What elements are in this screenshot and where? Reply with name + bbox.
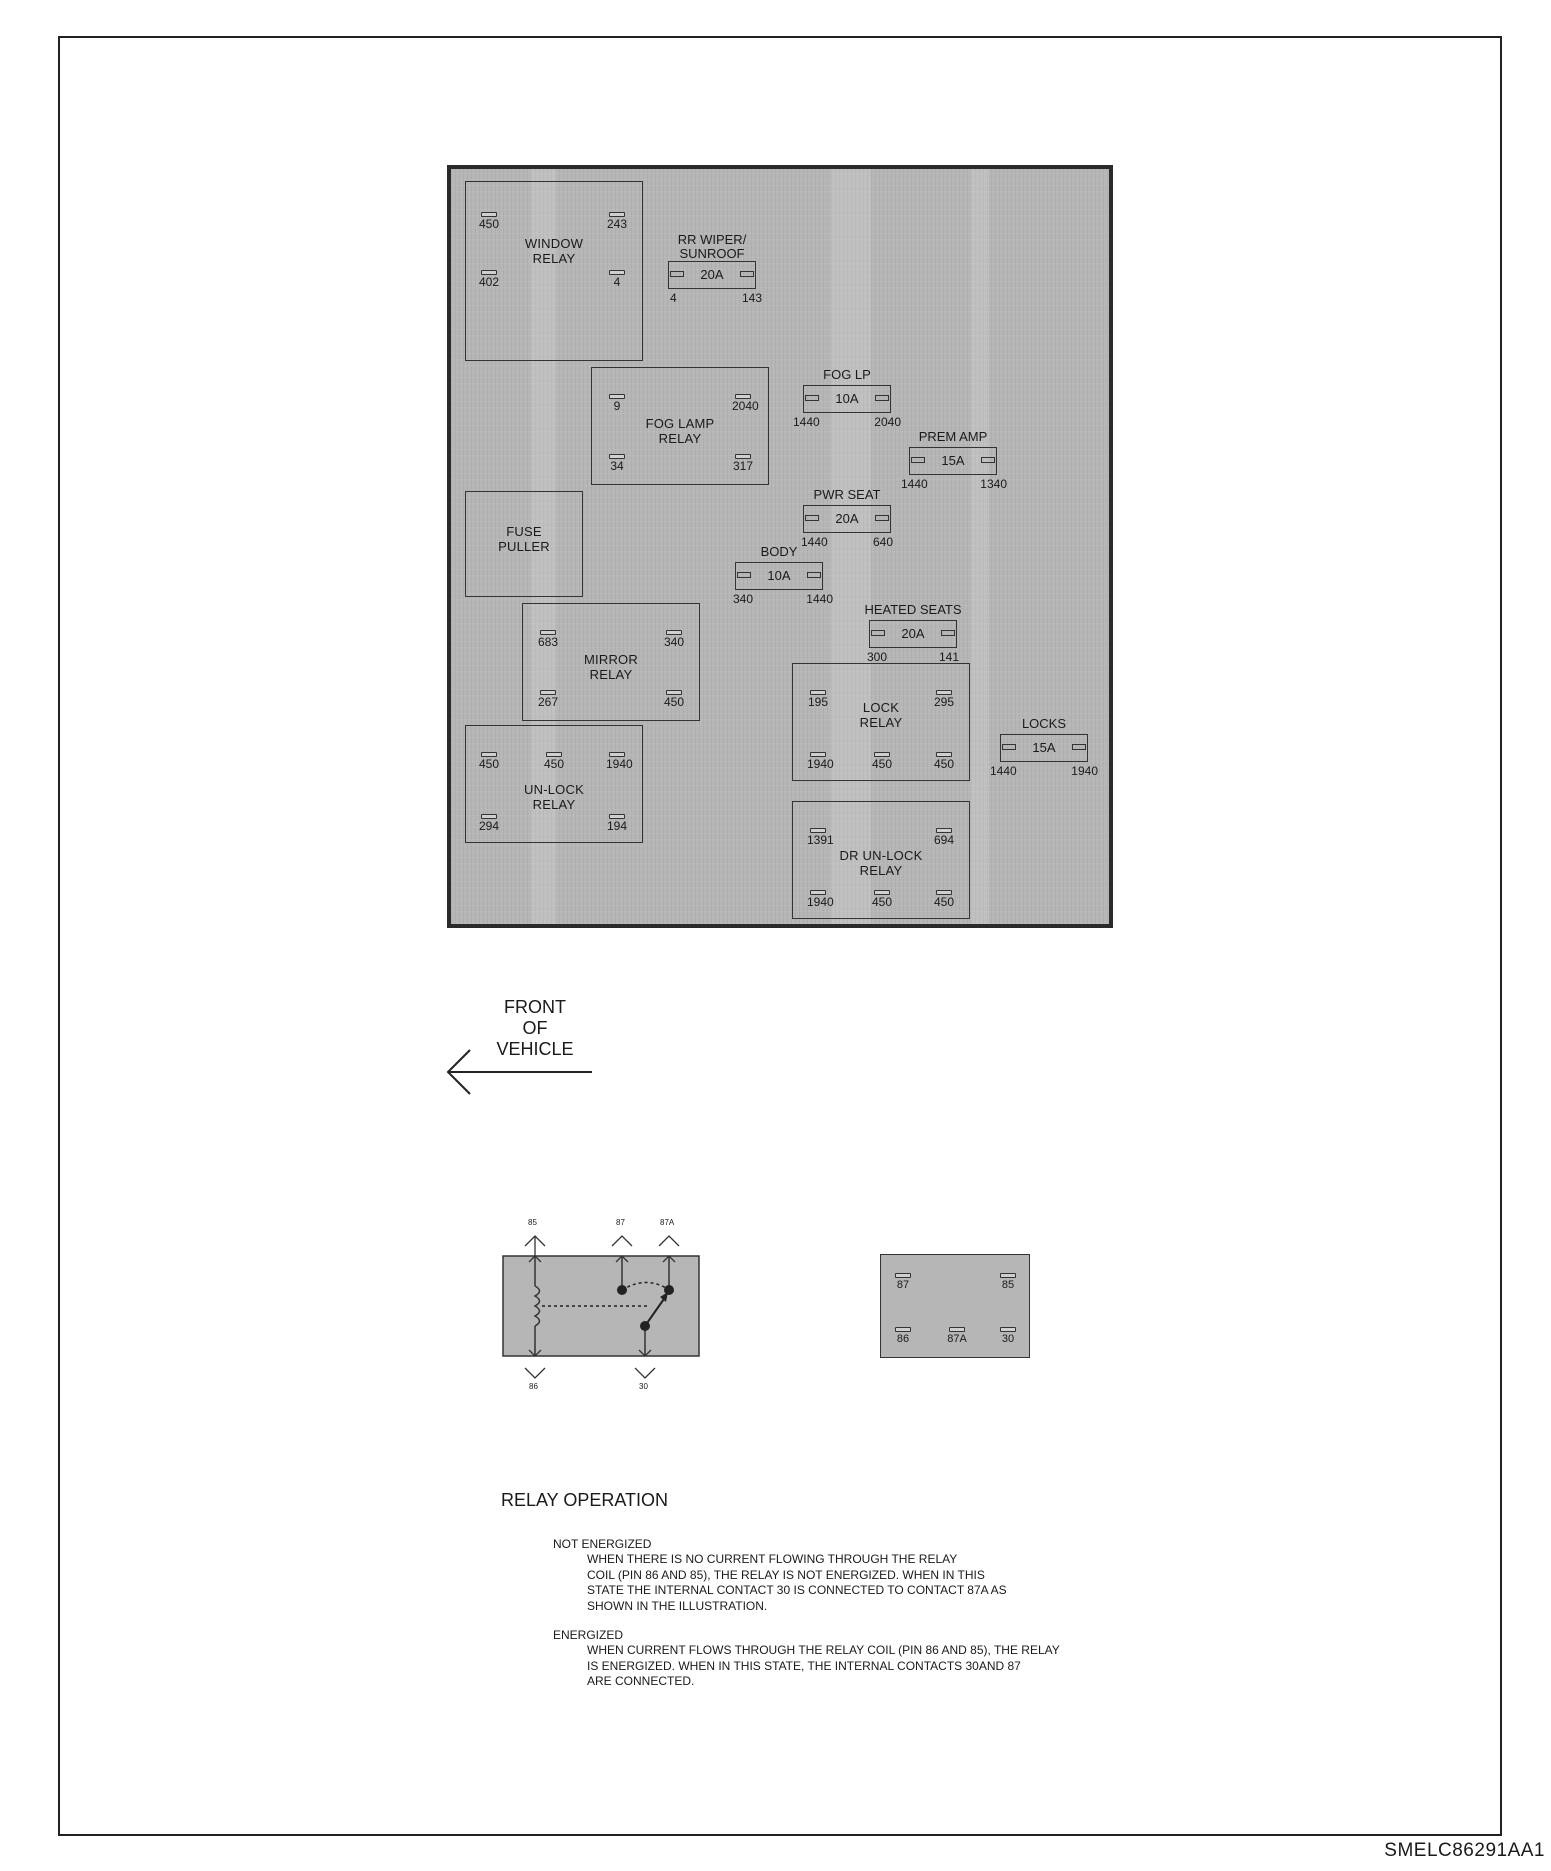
- pinout-pin-86: 86: [892, 1327, 914, 1346]
- mirror-relay: [522, 603, 700, 721]
- schem-pin-30: 30: [639, 1382, 648, 1391]
- relay-pin: 34: [606, 454, 628, 473]
- pinout-pin-85: 85: [997, 1273, 1019, 1292]
- relay-pin: 267: [537, 690, 559, 709]
- pinout-pin-30: 30: [997, 1327, 1019, 1346]
- relay-label: UN-LOCK RELAY: [524, 782, 584, 812]
- relay-pin: 1940: [807, 752, 829, 771]
- fuse-rating: 20A: [869, 620, 957, 648]
- fuse-rating: 20A: [803, 505, 891, 533]
- window-relay: [465, 181, 643, 361]
- lock-relay: [792, 663, 970, 781]
- relay-pin: 4: [606, 270, 628, 289]
- not-energized-text: WHEN THERE IS NO CURRENT FLOWING THROUGH THE RELAY COIL (PIN 86 AND 85), THE RELAY IS NOT ENERGIZED. WHEN IN THIS STATE THE INTERNAL CONTACT 30 IS CONNECTED TO CONTACT 87A AS SHOWN IN THE ILLUSTRATION.: [587, 1552, 1007, 1613]
- fuse-rating: 20A: [668, 261, 756, 289]
- fuse-pin: 143: [741, 291, 762, 305]
- fuse-pwr-seat: [801, 487, 893, 549]
- fog-lamp-relay: [591, 367, 769, 485]
- relay-pin: 2040: [732, 394, 754, 413]
- fuse-prem-amp: [901, 429, 1007, 491]
- relay-pin: 195: [807, 690, 829, 709]
- relay-pin: 450: [871, 752, 893, 771]
- fuse-pin: 1940: [1071, 764, 1098, 778]
- fuse-rating: 15A: [1000, 734, 1088, 762]
- schem-pin-86: 86: [529, 1382, 538, 1391]
- fuse-pin: 1440: [801, 535, 828, 549]
- relay-label: MIRROR RELAY: [584, 652, 638, 682]
- fuse-pin: 300: [867, 650, 888, 664]
- energized-heading: ENERGIZED: [553, 1628, 624, 1642]
- relay-pin: 1940: [807, 890, 829, 909]
- dr-un-lock-relay: [792, 801, 970, 919]
- front-arrow-icon: [440, 1047, 600, 1097]
- fuse-pin: 1440: [901, 477, 928, 491]
- relay-label: LOCK RELAY: [859, 700, 903, 730]
- fuse-pin: 4: [670, 291, 677, 305]
- not-energized-heading: NOT ENERGIZED: [553, 1537, 652, 1551]
- fuse-rating: 15A: [909, 447, 997, 475]
- fuse-puller-label: FUSE PULLER: [498, 524, 550, 554]
- fuse-label: HEATED SEATS: [864, 602, 962, 617]
- relay-pin: 450: [478, 212, 500, 231]
- relay-pin: 450: [933, 890, 955, 909]
- pinout-pin-87: 87: [892, 1273, 914, 1292]
- relay-label: DR UN-LOCK RELAY: [839, 848, 923, 878]
- relay-pin: 194: [606, 814, 628, 833]
- schem-pin-87: 87: [616, 1218, 625, 1227]
- fuse-label: PWR SEAT: [813, 487, 881, 502]
- fuse-label: FOG LP: [823, 367, 871, 382]
- fuse-pin: 1440: [793, 415, 820, 429]
- figure-id: SMELC86291AA1: [1384, 1840, 1545, 1861]
- relay-pin: 9: [606, 394, 628, 413]
- relay-pin: 294: [478, 814, 500, 833]
- relay-pin: 295: [933, 690, 955, 709]
- relay-label: WINDOW RELAY: [524, 236, 584, 266]
- relay-pin: 450: [478, 752, 500, 771]
- relay-pin: 450: [933, 752, 955, 771]
- fuse-rating: 10A: [735, 562, 823, 590]
- un-lock-relay: [465, 725, 643, 843]
- fuse-pin: 2040: [874, 415, 901, 429]
- fuse-pin: 1440: [990, 764, 1017, 778]
- fuse-panel: [447, 165, 1113, 928]
- fuse-label: PREM AMP: [918, 429, 988, 444]
- relay-pin: 402: [478, 270, 500, 289]
- fuse-body: [733, 544, 833, 606]
- fuse-puller: [465, 491, 583, 597]
- fuse-fog-lp: [793, 367, 901, 429]
- fuse-rr-wiper-sunroof: [668, 232, 762, 305]
- relay-pin: 450: [871, 890, 893, 909]
- relay-pin: 450: [663, 690, 685, 709]
- fuse-rating: 10A: [803, 385, 891, 413]
- schem-pin-85: 85: [528, 1218, 537, 1227]
- relay-pin: 317: [732, 454, 754, 473]
- fuse-label: BODY: [760, 544, 798, 559]
- fuse-label: LOCKS: [1021, 716, 1067, 731]
- fuse-locks: [990, 716, 1098, 778]
- relay-operation-section: [501, 1490, 1141, 1704]
- relay-pin: 1940: [606, 752, 628, 771]
- relay-pin: 683: [537, 630, 559, 649]
- relay-pin: 450: [543, 752, 565, 771]
- front-of-vehicle-label: FRONT OF VEHICLE: [496, 997, 574, 1059]
- relay-pin: 243: [606, 212, 628, 231]
- fuse-pin: 1340: [980, 477, 1007, 491]
- fuse-pin: 340: [733, 592, 754, 606]
- fuse-pin: 1440: [806, 592, 833, 606]
- energized-text: WHEN CURRENT FLOWS THROUGH THE RELAY COIL (PIN 86 AND 85), THE RELAY IS ENERGIZED. WHEN IN THIS STATE, THE INTERNAL CONTACTS 30AND 87 ARE CONNECTED.: [587, 1643, 1060, 1688]
- relay-pin: 694: [933, 828, 955, 847]
- fuse-label: RR WIPER/ SUNROOF: [677, 232, 747, 261]
- fuse-heated-seats: [864, 602, 962, 664]
- fuse-pin: 640: [872, 535, 893, 549]
- relay-pin: 1391: [807, 828, 829, 847]
- fuse-pin: 141: [938, 650, 959, 664]
- schem-pin-87a: 87A: [660, 1218, 675, 1227]
- relay-pin: 340: [663, 630, 685, 649]
- relay-operation-title: RELAY OPERATION: [501, 1490, 669, 1510]
- relay-label: FOG LAMP RELAY: [645, 416, 715, 446]
- pinout-pin-87a: 87A: [944, 1327, 970, 1346]
- relay-pinout: [880, 1254, 1030, 1358]
